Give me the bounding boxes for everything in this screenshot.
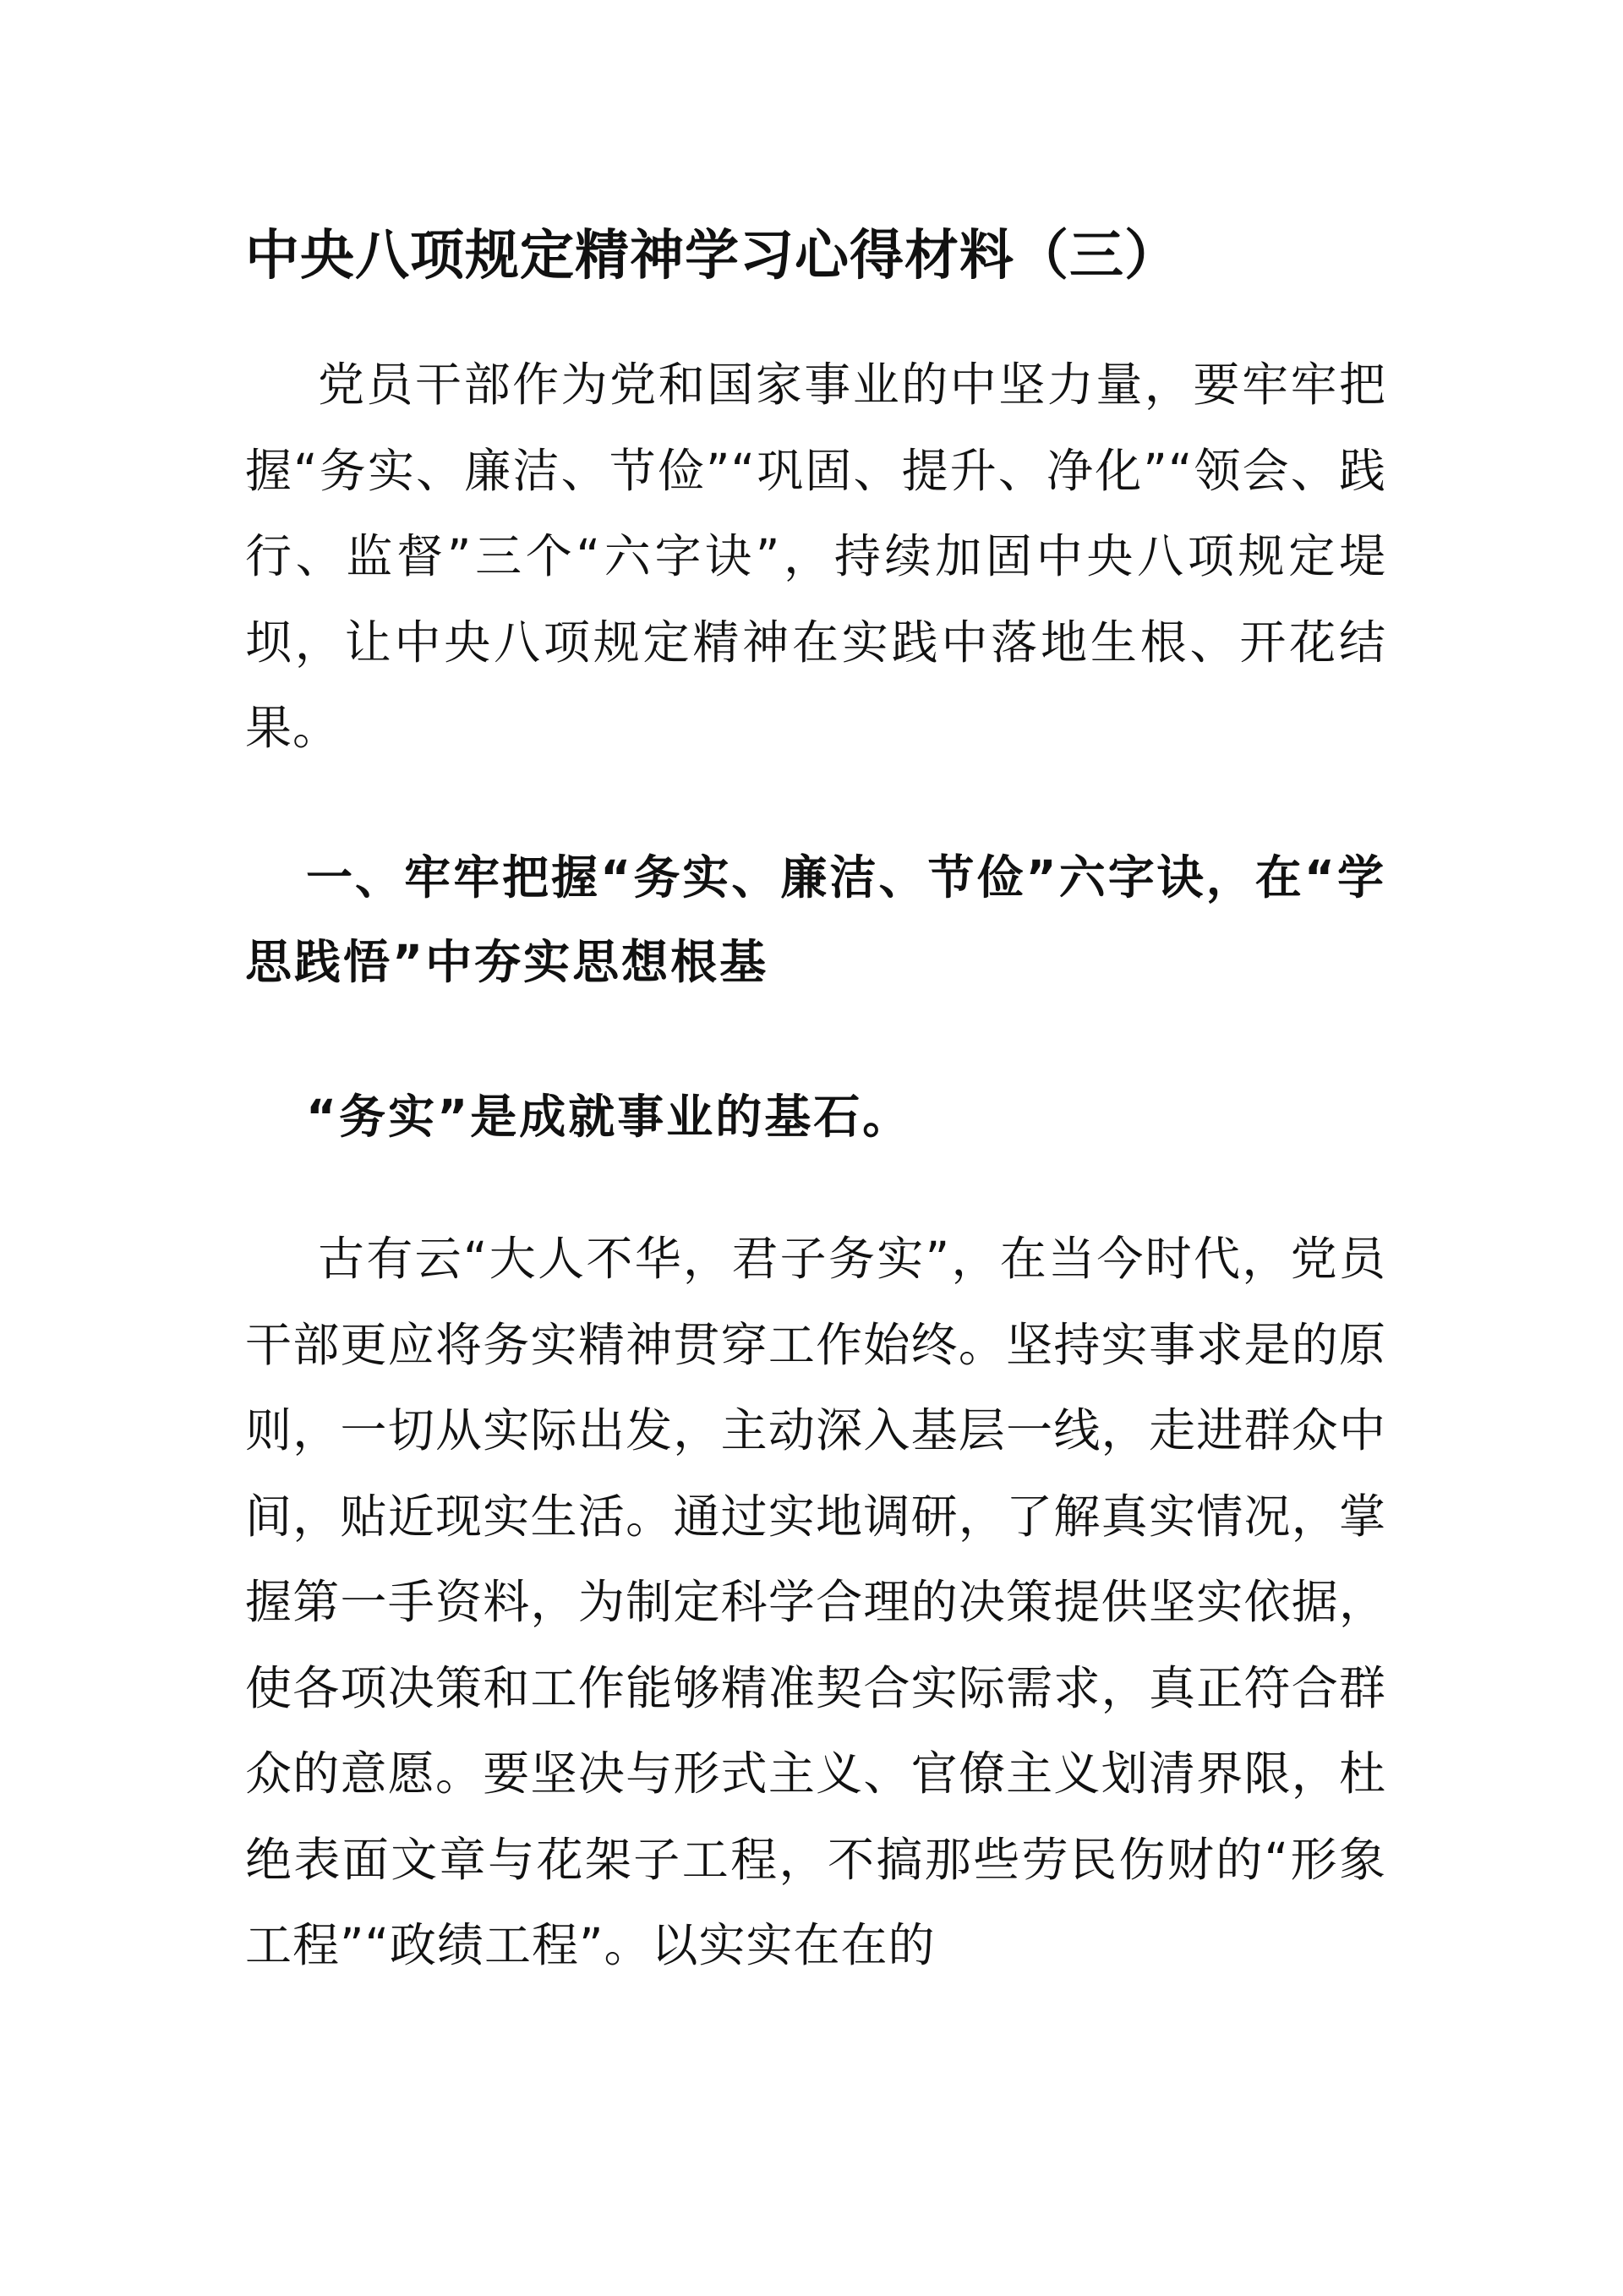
intro-paragraph: 党员干部作为党和国家事业的中坚力量，要牢牢把握“务实、廉洁、节俭”“巩固、提升、净化”“领会、践行、监督”三个“六字诀”，持续加固中央八项规定堤坝，让中央八项规定精神在实践中落地生根、开花结果。: [245, 358, 1386, 755]
document-title: 中央八项规定精神学习心得材料（三）: [245, 225, 1179, 287]
subheading-pragmatism: “务实”是成就事业的基石。: [306, 1090, 912, 1144]
section-heading-1: 一、牢牢把握“务实、廉洁、节俭”六字诀，在“学思践悟”中夯实思想根基: [245, 850, 1386, 989]
body-paragraph-1: 古有云“大人不华，君子务实”，在当今时代，党员干部更应将务实精神贯穿工作始终。坚持实事求是的原则，一切从实际出发，主动深入基层一线，走进群众中间，贴近现实生活。通过实地调研，了解真实情况，掌握第一手资料，为制定科学合理的决策提供坚实依据，使各项决策和工作能够精准契合实际需求，真正符合群众的意愿。要坚决与形式主义、官僚主义划清界限，杜绝表面文章与花架子工程，不搞那些劳民伤财的“形象工程”“政绩工程”。以实实在在的: [245, 1232, 1386, 1972]
